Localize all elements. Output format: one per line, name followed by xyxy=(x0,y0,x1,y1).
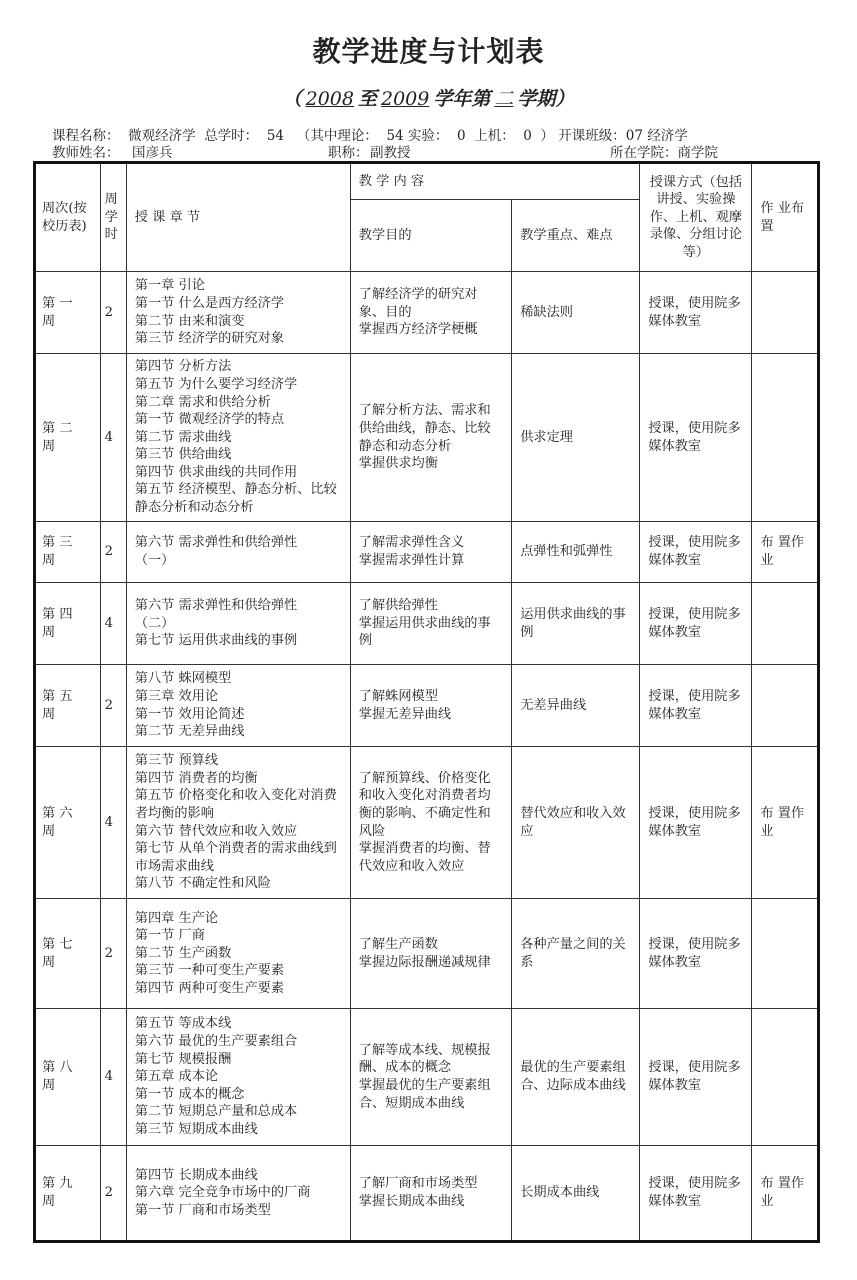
goal-cell: 了解需求弹性含义 掌握需求弹性计算 xyxy=(350,522,511,583)
lab-hours: 0 xyxy=(457,128,466,144)
key-cell: 最优的生产要素组合、边际成本曲线 xyxy=(512,1009,640,1146)
header-homework: 作 业布置 xyxy=(752,163,819,272)
chapter-cell: 第五节 等成本线 第六节 最优的生产要素组合 第七节 规模报酬 第五章 成本论 第一节 成本的概念 第二节 短期总产量和总成本 第三节 短期成本曲线 xyxy=(126,1009,350,1146)
college-value: 商学院 xyxy=(677,145,718,161)
semester-year-label: 学年第 xyxy=(433,88,491,110)
homework-cell: 布 置作业 xyxy=(752,522,819,583)
computer-label: 上机： xyxy=(474,128,515,144)
header-key-points: 教学重点、难点 xyxy=(512,200,640,272)
header-goal: 教学目的 xyxy=(350,200,511,272)
chapter-cell: 第四章 生产论 第一节 厂商 第二节 生产函数 第三节 一种可变生产要素 第四节 两种可变生产要素 xyxy=(126,899,350,1009)
hours-cell: 4 xyxy=(100,354,126,522)
method-cell: 授课，使用院多媒体教室 xyxy=(640,747,752,899)
week-cell: 第 九 周 xyxy=(35,1146,101,1242)
table-row xyxy=(35,1146,819,1242)
chapter-cell: 第八节 蛛网模型 第三章 效用论 第一节 效用论简述 第二节 无差异曲线 xyxy=(126,665,350,747)
header-week: 周次(按校历表) xyxy=(35,163,101,272)
total-hours-label: 总学时： xyxy=(204,128,259,144)
header-hours: 周学时 xyxy=(100,163,126,272)
teacher-name: 国彦兵 xyxy=(132,145,173,161)
hours-cell: 4 xyxy=(100,1009,126,1146)
key-cell: 无差异曲线 xyxy=(512,665,640,747)
hours-cell: 2 xyxy=(100,272,126,354)
semester-open: （ xyxy=(282,88,302,110)
course-name: 微观经济学 xyxy=(128,128,196,144)
page-title: 教学进度与计划表 xyxy=(312,35,545,68)
week-cell: 第 一 周 xyxy=(35,272,101,354)
goal-cell: 了解预算线、价格变化和收入变化对消费者均衡的影响、不确定性和风险 掌握消费者的均衡、替代效应和收入效应 xyxy=(350,747,511,899)
homework-cell xyxy=(752,665,819,747)
semester-term: 二 xyxy=(494,88,514,110)
homework-cell xyxy=(752,899,819,1009)
key-cell: 稀缺法则 xyxy=(512,272,640,354)
week-cell: 第 四 周 xyxy=(35,583,101,665)
week-cell: 第 三 周 xyxy=(35,522,101,583)
week-cell: 第 七 周 xyxy=(35,899,101,1009)
goal-cell: 了解厂商和市场类型 掌握长期成本曲线 xyxy=(350,1146,511,1242)
hours-cell: 2 xyxy=(100,665,126,747)
goal-cell: 了解经济学的研究对象、目的 掌握西方经济学梗概 xyxy=(350,272,511,354)
key-cell: 供求定理 xyxy=(512,354,640,522)
week-cell: 第 八 周 xyxy=(35,1009,101,1146)
week-cell: 第 二 周 xyxy=(35,354,101,522)
homework-cell xyxy=(752,354,819,522)
theory-hours: 54 xyxy=(386,128,404,144)
lab-label: 实验： xyxy=(407,128,449,144)
method-cell: 授课，使用院多媒体教室 xyxy=(640,272,752,354)
title-label: 职称： xyxy=(328,145,369,161)
method-cell: 授课，使用院多媒体教室 xyxy=(640,899,752,1009)
table-row xyxy=(35,583,819,665)
homework-cell: 布 置作业 xyxy=(752,1146,819,1242)
chapter-cell: 第六节 需求弹性和供给弹性 （一） xyxy=(126,522,350,583)
goal-cell: 了解分析方法、需求和供给曲线，静态、比较静态和动态分析 掌握供求均衡 xyxy=(350,354,511,522)
chapter-cell: 第四节 长期成本曲线 第六章 完全竞争市场中的厂商 第一节 厂商和市场类型 xyxy=(126,1146,350,1242)
goal-cell: 了解供给弹性 掌握运用供求曲线的事例 xyxy=(350,583,511,665)
title-value: 副教授 xyxy=(370,145,411,161)
table-row xyxy=(35,665,819,747)
total-hours: 54 xyxy=(266,128,284,144)
chapter-cell: 第三节 预算线 第四节 消费者的均衡 第五节 价格变化和收入变化对消费者均衡的影响 第六节 替代效应和收入效应 第七节 从单个消费者的需求曲线到市场需求曲线 第八节 不确定性和风险 xyxy=(126,747,350,899)
hours-cell: 4 xyxy=(100,583,126,665)
goal-cell: 了解生产函数 掌握边际报酬递减规律 xyxy=(350,899,511,1009)
header-chapter: 授 课 章 节 xyxy=(126,163,350,272)
key-cell: 点弹性和弧弹性 xyxy=(512,522,640,583)
key-cell: 各种产量之间的关系 xyxy=(512,899,640,1009)
theory-label: （其中理论： xyxy=(296,128,378,144)
chapter-cell: 第一章 引论 第一节 什么是西方经济学 第二节 由来和演变 第三节 经济学的研究对象 xyxy=(126,272,350,354)
header-content: 教 学 内 容 xyxy=(350,163,640,200)
hours-cell: 2 xyxy=(100,899,126,1009)
chapter-cell: 第四节 分析方法 第五节 为什么要学习经济学 第二章 需求和供给分析 第一节 微观经济学的特点 第二节 需求曲线 第三节 供给曲线 第四节 供求曲线的共同作用 第五节 经济模型、静态分析、比较静态分析和动态分析 xyxy=(126,354,350,522)
method-cell: 授课，使用院多媒体教室 xyxy=(640,522,752,583)
table-row xyxy=(35,522,819,583)
method-cell: 授课，使用院多媒体教室 xyxy=(640,1009,752,1146)
table-row xyxy=(35,899,819,1009)
year-start: 2008 xyxy=(305,88,354,110)
method-cell: 授课，使用院多媒体教室 xyxy=(640,1146,752,1242)
key-cell: 替代效应和收入效应 xyxy=(512,747,640,899)
semester-line xyxy=(0,84,857,111)
semester-to: 至 xyxy=(357,88,377,110)
schedule-table xyxy=(33,161,820,1243)
homework-cell xyxy=(752,1009,819,1146)
table-header-row xyxy=(35,163,819,200)
method-cell: 授课，使用院多媒体教室 xyxy=(640,354,752,522)
table-row xyxy=(35,272,819,354)
header-method: 授课方式（包括讲授、实验操作、上机、观摩录像、分组讨论等） xyxy=(640,163,752,272)
homework-cell xyxy=(752,583,819,665)
week-cell: 第 五 周 xyxy=(35,665,101,747)
method-cell: 授课，使用院多媒体教室 xyxy=(640,665,752,747)
class-label: 开课班级： xyxy=(558,128,626,144)
year-end: 2009 xyxy=(380,88,430,110)
method-cell: 授课，使用院多媒体教室 xyxy=(640,583,752,665)
class-name: 07 经济学 xyxy=(625,128,688,144)
computer-hours: 0 xyxy=(523,128,532,144)
course-name-label: 课程名称： xyxy=(52,128,120,144)
key-cell: 运用供求曲线的事例 xyxy=(512,583,640,665)
college-label: 所在学院： xyxy=(610,145,678,161)
week-cell: 第 六 周 xyxy=(35,747,101,899)
hours-cell: 4 xyxy=(100,747,126,899)
key-cell: 长期成本曲线 xyxy=(512,1146,640,1242)
table-row xyxy=(35,747,819,899)
hours-cell: 2 xyxy=(100,1146,126,1242)
teacher-label: 教师姓名： xyxy=(52,145,120,161)
table-row xyxy=(35,1009,819,1146)
hours-cell: 2 xyxy=(100,522,126,583)
table-row xyxy=(35,354,819,522)
homework-cell xyxy=(752,272,819,354)
homework-cell: 布 置作业 xyxy=(752,747,819,899)
goal-cell: 了解等成本线、规模报酬、成本的概念 掌握最优的生产要素组合、短期成本曲线 xyxy=(350,1009,511,1146)
teacher-info-line xyxy=(52,141,718,161)
goal-cell: 了解蛛网模型 掌握无差异曲线 xyxy=(350,665,511,747)
semester-term-label: 学期） xyxy=(517,88,575,110)
chapter-cell: 第六节 需求弹性和供给弹性 （二） 第七节 运用供求曲线的事例 xyxy=(126,583,350,665)
close-paren: ） xyxy=(540,128,554,144)
